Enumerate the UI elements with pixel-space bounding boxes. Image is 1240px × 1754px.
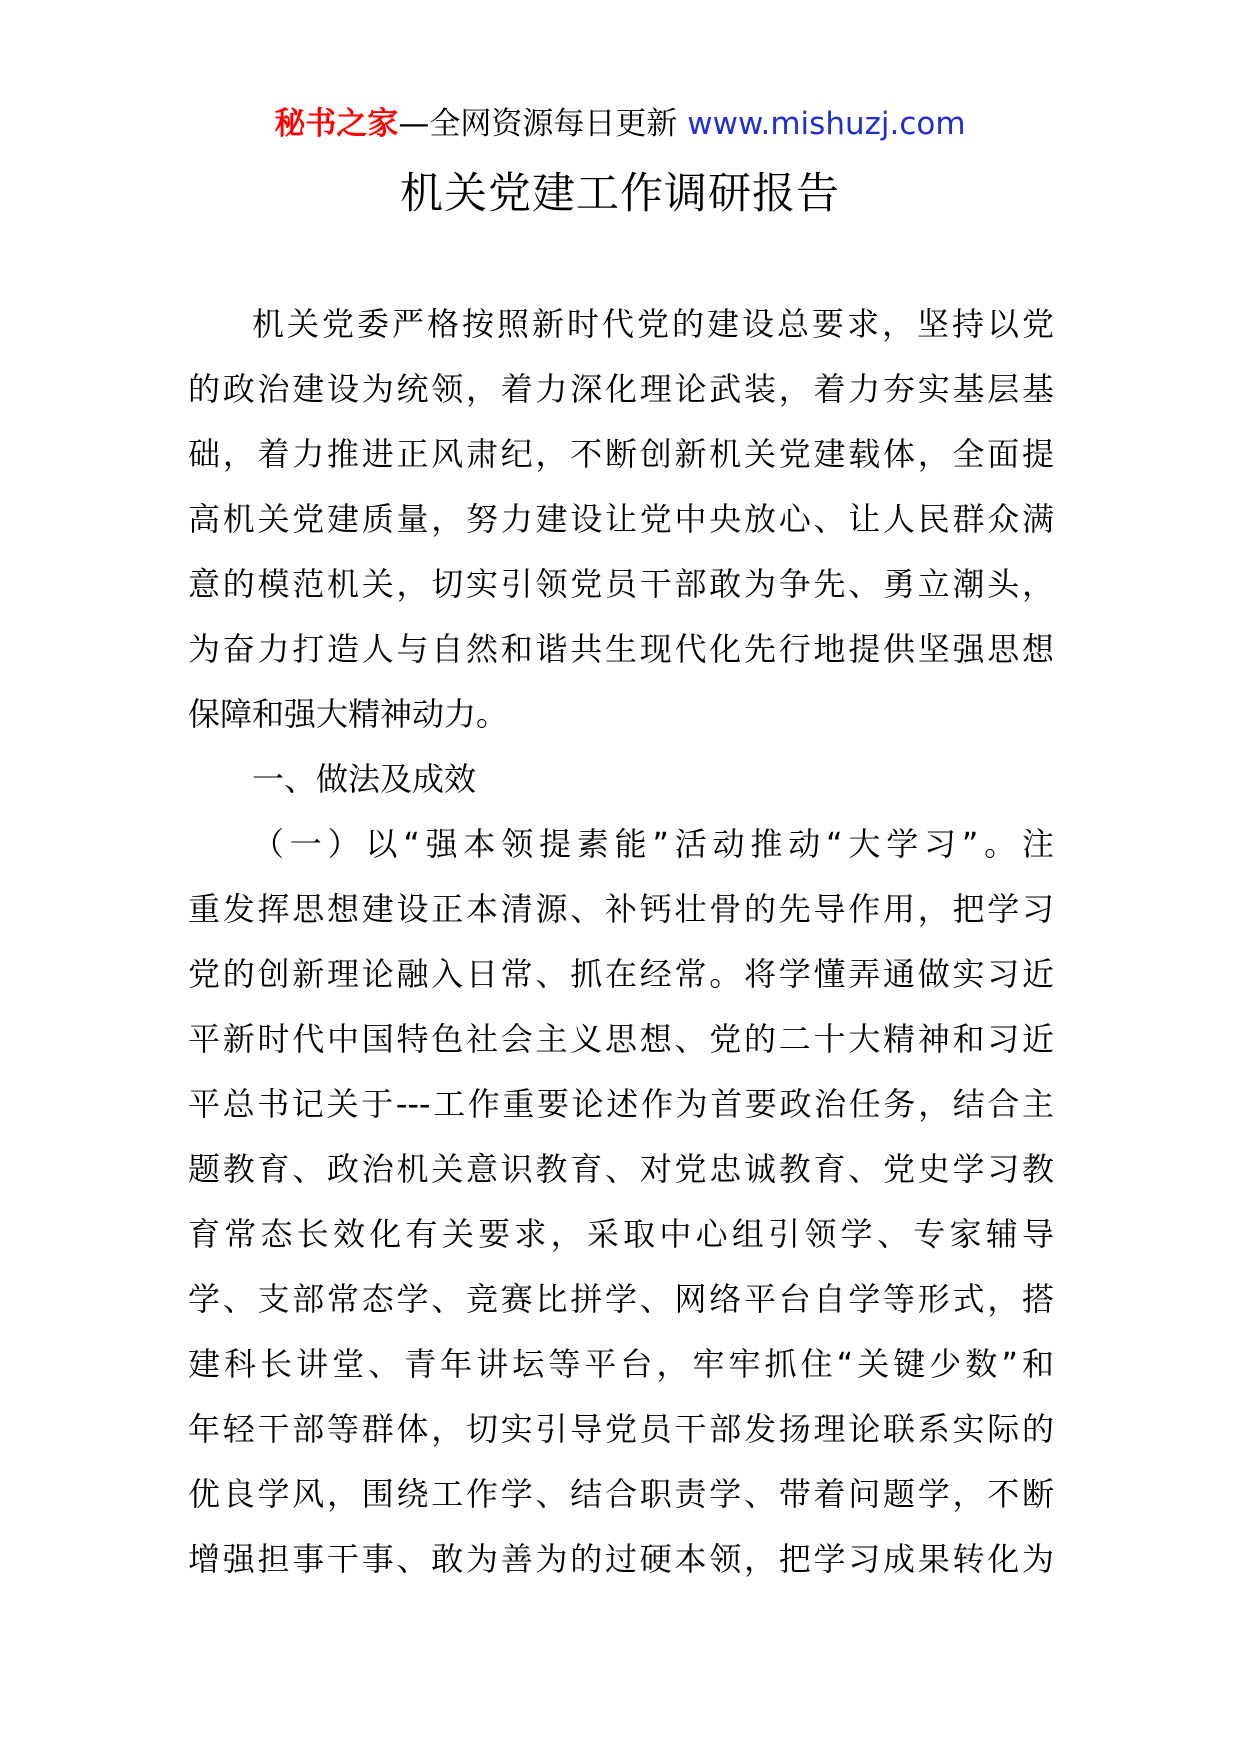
paragraph-line: 的政治建设为统领，着力深化理论武装，着力夯实基层基 xyxy=(188,370,1054,408)
paragraph-line: 重发挥思想建设正本清源、补钙壮骨的先导作用，把学习 xyxy=(188,890,1054,928)
paragraph-line: 优良学风，围绕工作学、结合职责学、带着问题学，不断 xyxy=(188,1475,1054,1513)
paragraph-line: （一）以“强本领提素能”活动推动“大学习”。注 xyxy=(252,825,1054,863)
site-banner xyxy=(0,104,1240,144)
paragraph-line: 础，着力推进正风肃纪，不断创新机关党建载体，全面提 xyxy=(188,435,1054,473)
paragraph-line: 平新时代中国特色社会主义思想、党的二十大精神和习近 xyxy=(188,1020,1054,1058)
paragraph-line: 建科长讲堂、青年讲坛等平台，牢牢抓住“关键少数”和 xyxy=(188,1345,1054,1383)
paragraph-line: 学、支部常态学、竞赛比拼学、网络平台自学等形式，搭 xyxy=(188,1280,1054,1318)
paragraph-line: 育常态长效化有关要求，采取中心组引领学、专家辅导 xyxy=(188,1215,1054,1253)
paragraph-line: 题教育、政治机关意识教育、对党忠诚教育、党史学习教 xyxy=(188,1150,1054,1188)
document-body xyxy=(188,292,1054,1592)
paragraph-line: 为奋力打造人与自然和谐共生现代化先行地提供坚强思想 xyxy=(188,630,1054,668)
site-url-link[interactable]: www.mishuzj.com xyxy=(687,106,966,142)
brand-name: 秘书之家 xyxy=(274,106,399,142)
document-title: 机关党建工作调研报告 xyxy=(400,169,840,219)
paragraph-line: 党的创新理论融入日常、抓在经常。将学懂弄通做实习近 xyxy=(188,955,1054,993)
paragraph-line: 年轻干部等群体，切实引导党员干部发扬理论联系实际的 xyxy=(188,1410,1054,1448)
paragraph-line: 增强担事干事、敢为善为的过硬本领，把学习成果转化为 xyxy=(188,1540,1054,1578)
section-heading: 一、做法及成效 xyxy=(252,760,477,798)
paragraph-line: 平总书记关于---工作重要论述作为首要政治任务，结合主 xyxy=(188,1085,1054,1123)
banner-tagline: —全网资源每日更新 xyxy=(398,106,678,142)
paragraph-line: 高机关党建质量，努力建设让党中央放心、让人民群众满 xyxy=(188,500,1054,538)
paragraph-line: 机关党委严格按照新时代党的建设总要求，坚持以党 xyxy=(252,305,1054,343)
paragraph-line: 意的模范机关，切实引领党员干部敢为争先、勇立潮头， xyxy=(188,565,1054,603)
paragraph-line: 保障和强大精神动力。 xyxy=(188,695,509,733)
